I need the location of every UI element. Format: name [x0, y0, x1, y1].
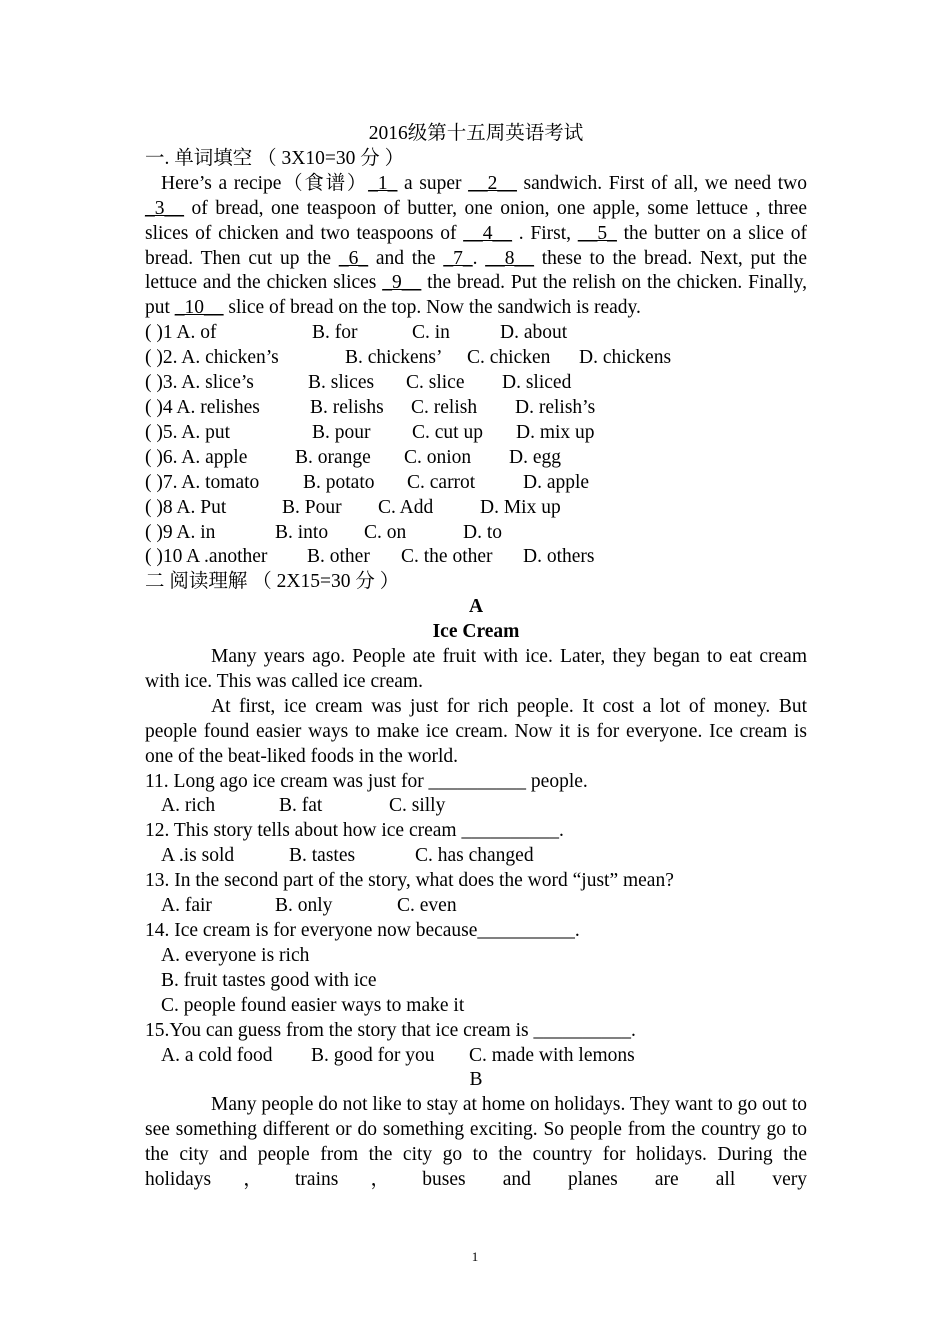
passage-text: sandwich. First of all, we need two [516, 172, 807, 194]
answer-choice: A. a cold food [161, 1044, 273, 1066]
choice-d: D. about [500, 322, 568, 344]
cloze-option-row [145, 446, 807, 471]
answer-choice: B. only [275, 895, 333, 917]
page-number: 1 [471, 1249, 479, 1264]
cloze-blank: __4__ [463, 222, 512, 244]
choice-b: B. Pour [282, 496, 342, 518]
passage-a-label: A [468, 596, 484, 618]
document-body [145, 122, 807, 1193]
choice-b: B. pour [312, 421, 371, 443]
question-stem: 14. Ice cream is for everyone now because__________. [145, 920, 580, 941]
passage-text: and the [368, 247, 444, 269]
exam-title: 2016级第十五周英语考试 [368, 123, 584, 144]
section-1-heading: 一. 单词填空 （ 3X10=30 分 ） [145, 147, 405, 169]
choice-b: B. potato [303, 471, 375, 493]
choice-c: C. cut up [412, 421, 483, 443]
choice-c: C. Add [378, 496, 434, 518]
cloze-option-row [145, 496, 807, 521]
cloze-option-row [145, 346, 807, 371]
choice-d: D. sliced [502, 372, 572, 394]
answer-choice: B. fruit tastes good with ice [161, 969, 377, 991]
choice-b: B. relishs [310, 396, 384, 418]
passage-text: the bread. Put the relish on the chicken. Finally, put [145, 272, 807, 319]
cloze-blank: __8__ [485, 247, 534, 269]
passage-text: . First, [511, 222, 578, 244]
passage-text: Here’s a recipe（食谱） [161, 172, 369, 194]
cloze-blank: _9__ [382, 272, 422, 294]
passage-text: a super [397, 172, 469, 194]
passage-text: . [472, 247, 486, 269]
question-choice-a: ( )2. A. chicken’s [145, 347, 279, 369]
cloze-option-row [145, 521, 807, 546]
answer-choice: C. silly [389, 795, 446, 817]
question-stem: 13. In the second part of the story, what does the word “just” mean? [145, 870, 674, 892]
choice-c: C. onion [404, 446, 472, 468]
passage-b-label: B [469, 1069, 483, 1091]
answer-choice: A .is sold [161, 845, 235, 867]
reading-questions [145, 770, 807, 1069]
choice-b: B. chickens’ [345, 347, 443, 369]
passage-text: of bread, one teaspoon of butter, one onion, one apple, some lettuce , three slices of chicken and two teaspoons of [145, 197, 807, 244]
passage-a-paragraph-2: At first, ice cream was just for rich people. It cost a lot of money. But people found easier ways to make ice cream. Now it is for everyone. Ice cream is one of the beat-liked foods in the world. [145, 695, 807, 767]
question-stem: 15.You can guess from the story that ice cream is __________. [145, 1019, 636, 1041]
question-options [145, 894, 807, 919]
question-choice-a: ( )1 A. of [145, 322, 217, 344]
question-choice-a: ( )8 A. Put [145, 496, 227, 518]
cloze-blank: _1_ [368, 172, 398, 194]
answer-choice: A. rich [161, 795, 216, 817]
cloze-options [145, 321, 807, 570]
choice-d: D. Mix up [480, 496, 561, 518]
section-2-heading: 二 阅读理解 （ 2X15=30 分 ） [145, 571, 400, 593]
cloze-blank: _6_ [338, 247, 369, 269]
question-choice-a: ( )10 A .another [145, 546, 268, 568]
choice-c: C. on [364, 521, 407, 543]
answer-choice: B. good for you [311, 1044, 435, 1066]
question-choice-a: ( )7. A. tomato [145, 471, 260, 493]
passage-b-paragraph-1: Many people do not like to stay at home on holidays. They want to go out to see something different or do something exciting. So people from the country go to the city and people from the city go to the country for holidays. During the holidays，trains，buses and planes are all very [145, 1094, 807, 1191]
choice-c: C. chicken [467, 347, 551, 369]
choice-d: D. chickens [579, 347, 672, 369]
choice-c: C. relish [411, 396, 478, 418]
passage-text: the butter on a slice of bread. Then cut up the [145, 222, 807, 269]
choice-c: C. in [412, 322, 450, 344]
cloze-blank: _7_ [443, 247, 473, 269]
question-choice-a: ( )5. A. put [145, 421, 231, 443]
cloze-blank: _3__ [145, 197, 184, 219]
choice-c: C. slice [406, 372, 465, 394]
choice-b: B. into [275, 521, 329, 543]
choice-d: D. others [523, 546, 595, 568]
cloze-option-row [145, 471, 807, 496]
cloze-blank: __2__ [468, 172, 517, 194]
question-choice-a: ( )6. A. apple [145, 446, 248, 468]
cloze-option-row [145, 321, 807, 346]
question-choice-a: ( )9 A. in [145, 521, 216, 543]
answer-choice: C. has changed [415, 845, 534, 867]
choice-b: B. for [312, 322, 358, 344]
choice-d: D. egg [509, 446, 561, 468]
cloze-option-row [145, 545, 807, 570]
cloze-passage [145, 172, 807, 321]
question-options [145, 794, 807, 819]
question-choice-a: ( )3. A. slice’s [145, 372, 254, 394]
choice-c: C. carrot [407, 471, 476, 493]
choice-b: B. other [307, 546, 370, 568]
cloze-blank: __5_ [577, 222, 617, 244]
answer-choice: B. tastes [289, 845, 356, 867]
passage-text: slice of bread on the top. Now the sandwich is ready. [223, 297, 641, 319]
answer-choice: C. people found easier ways to make it [161, 994, 465, 1016]
choice-c: C. the other [401, 546, 493, 568]
question-stem: 12. This story tells about how ice cream __________. [145, 820, 564, 842]
choice-d: D. apple [523, 471, 590, 493]
choice-b: B. slices [308, 372, 375, 394]
cloze-blank: _10__ [174, 297, 224, 319]
passage-a-paragraph-1: Many years ago. People ate fruit with ice. Later, they began to eat cream with ice. This was called ice cream. [145, 646, 807, 692]
cloze-option-row [145, 396, 807, 421]
passage-text: these to the bread. Next, put the lettuce and the chicken slices [145, 247, 808, 294]
answer-choice: C. made with lemons [469, 1044, 635, 1066]
question-options [145, 1044, 807, 1069]
cloze-option-row [145, 371, 807, 396]
choice-d: D. relish’s [515, 396, 596, 418]
answer-choice: A. everyone is rich [161, 944, 310, 966]
choice-b: B. orange [295, 446, 371, 468]
question-choice-a: ( )4 A. relishes [145, 396, 260, 418]
answer-choice: A. fair [161, 895, 212, 917]
question-options [145, 844, 807, 869]
answer-choice: C. even [397, 895, 457, 917]
answer-choice: B. fat [279, 795, 323, 817]
choice-d: D. to [463, 521, 502, 543]
choice-d: D. mix up [516, 421, 595, 443]
question-stem: 11. Long ago ice cream was just for __________ people. [145, 770, 588, 792]
cloze-option-row [145, 421, 807, 446]
passage-a-title: Ice Cream [432, 621, 520, 643]
